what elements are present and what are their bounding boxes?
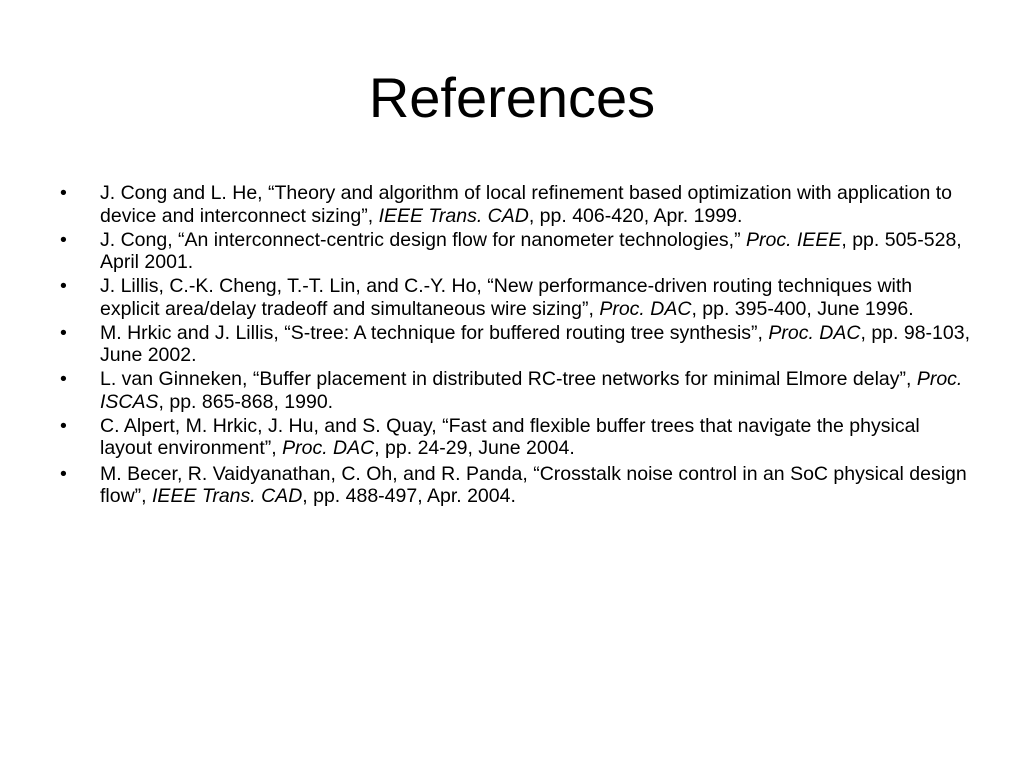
reference-item [60,229,970,274]
bullet-icon: • [60,321,67,344]
reference-item [60,463,970,508]
reference-text: M. Hrkic and J. Lillis, “S-tree: A technique for buffered routing tree synthesis”, [100,321,769,344]
reference-text: M. Becer, R. Vaidyanathan, C. Oh, and R. Panda, “Crosstalk noise control in an SoC physical design flow”, [100,462,967,507]
reference-text: J. Cong, “An interconnect-centric design flow for nanometer technologies,” [100,228,746,251]
reference-details: , pp. 865-868, 1990. [158,390,334,413]
reference-item [60,415,970,460]
reference-venue: Proc. DAC [768,321,861,344]
reference-details: , pp. 406-420, Apr. 1999. [528,204,743,227]
reference-text: J. Cong and L. He, “Theory and algorithm of local refinement based optimization with application to device and interconnect sizing”, [100,182,952,227]
reference-details: , pp. 505-528, April 2001. [100,228,962,273]
bullet-icon: • [60,182,67,204]
reference-venue: IEEE Trans. CAD [378,204,529,227]
slide-title: References [368,66,656,129]
reference-details: , pp. 24-29, June 2004. [374,437,575,459]
reference-venue: Proc. ISCAS [100,368,963,413]
bullet-icon: • [60,368,67,390]
reference-venue: Proc. DAC [599,297,692,320]
reference-list [60,182,970,509]
reference-details: , pp. 488-497, Apr. 2004. [302,485,516,507]
bullet-icon: • [60,228,67,251]
reference-item [60,275,970,320]
reference-item [60,368,970,413]
reference-venue: Proc. DAC [282,437,375,459]
reference-text: L. van Ginneken, “Buffer placement in distributed RC-tree networks for minimal Elmore delay”, [100,368,917,390]
bullet-icon: • [60,414,67,437]
reference-text: J. Lillis, C.-K. Cheng, T.-T. Lin, and C.-Y. Ho, “New performance-driven routing techniques with explicit area/delay tradeoff and simultaneous wire sizing”, [100,275,913,320]
reference-item [60,182,970,227]
bullet-icon: • [60,275,67,297]
reference-venue: Proc. IEEE [746,228,842,251]
reference-item [60,322,970,367]
reference-text: C. Alpert, M. Hrkic, J. Hu, and S. Quay, “Fast and flexible buffer trees that navigate the physical layout environment”, [100,414,920,459]
bullet-icon: • [60,462,67,485]
reference-venue: IEEE Trans. CAD [152,485,303,507]
reference-details: , pp. 395-400, June 1996. [691,297,914,320]
reference-details: , pp. 98-103, June 2002. [100,321,970,366]
